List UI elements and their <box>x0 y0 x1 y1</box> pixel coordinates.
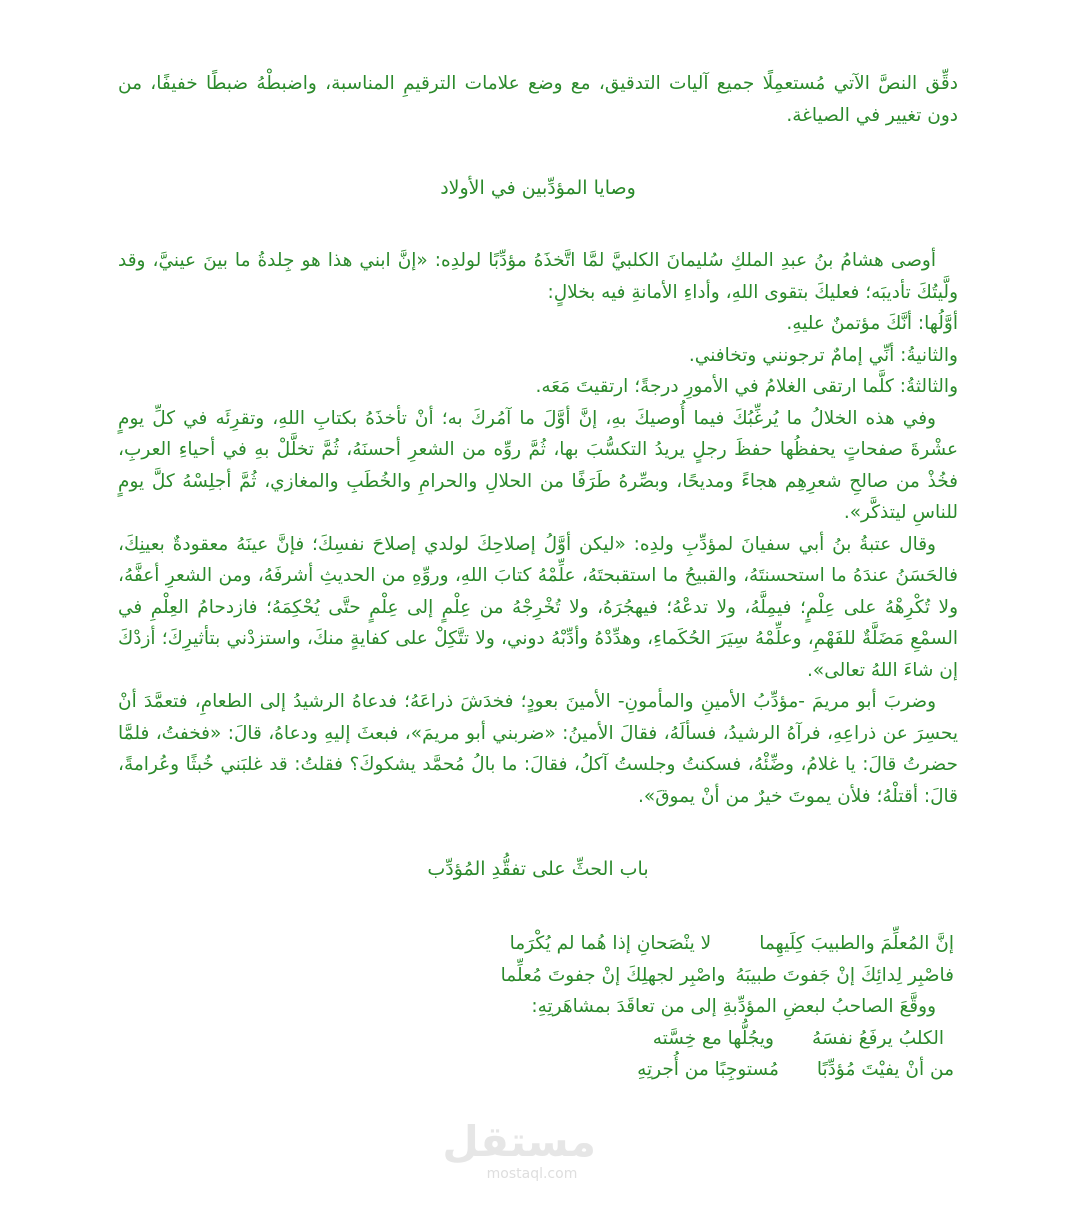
verse-4-second-hemistich: مُستوجِبًا من أُجرتِهِ <box>637 1059 779 1080</box>
paragraph-abu-maryam: وضربَ أبو مريمَ -مؤدِّبُ الأمينِ والمأمونِ- الأمينَ بعودٍ؛ فخدَشَ ذراعَهُ؛ فدعاهُ الرشيدُ إلى الطعامِ، فتعمَّدَ أنْ يحسِرَ عن ذراعِهِ، فرآهُ الرشيدُ، فسألَهُ، فقالَ الأمينُ: «ضربني أبو مريمَ»، فبعثَ إليهِ ودعاهُ، قالَ: «فخفتُ، فلمَّا حضرتُ قالَ: يا غلامُ، وضِّئْهُ، فسكنتُ وجلستُ آكلُ، فقالَ: ما بالُ مُحمَّد يشكوكَ؟ فقلتُ: قد غلبَني خُبثًا وعُرامةً، قالَ: أقتلْهُ؛ فلأن يموتَ خيرٌ من أنْ يموقَ». <box>118 691 958 807</box>
verse-1-second-hemistich: لا ينْصَحانِ إذا هُما لم يُكْرَما <box>509 933 712 954</box>
verse-2-second-hemistich: واصْبِر لجهلِكَ إنْ جفوتَ مُعلِّما <box>500 964 726 986</box>
poem-verse-1 <box>118 928 958 960</box>
list-item-third: والثالثةُ: كلَّما ارتقى الغلامُ في الأمورِ درجةً؛ ارتقيتَ مَعَه. <box>535 376 958 397</box>
document-page <box>118 68 958 1086</box>
watermark-url: mostaql.com <box>486 1166 578 1182</box>
instruction-text: دقِّق النصَّ الآتي مُستعمِلًا جميع آليات التدقيق، مع وضع علامات الترقيمِ المناسبة، واضبطْهُ ضبطًا خفيفًا، من دون تغيير في الصياغة. <box>118 73 958 126</box>
verse-3-second-hemistich: ويجُلُّها مع خِسَّته <box>652 1027 774 1049</box>
poem-verse-4 <box>118 1054 958 1086</box>
section-title-encouragement: باب الحثِّ على تفقُّدِ المُؤدِّب <box>427 858 649 880</box>
poem-verse-3 <box>118 1023 958 1055</box>
prose-sahib: ووقَّعَ الصاحبُ لبعضِ المؤدِّبةِ إلى من تعاقَدَ بمشاهَرتِهِ: <box>531 996 936 1017</box>
list-item-second: والثانيةُ: أنِّي إمامٌ ترجونني وتخافني. <box>688 344 958 366</box>
verse-4-first-hemistich: من أنْ يفيْتَ مُؤدِّبًا <box>816 1059 954 1080</box>
paragraph-utba: وقال عتبةُ بنُ أبي سفيانَ لمؤدِّبِ ولدِه: «ليكن أوَّلُ إصلاحِكَ لولدي إصلاحَ نفسِكَ؛ فإنَّ عينَهُ معقودةٌ بعينِكَ، فالحَسَنُ عندَهُ ما استحسنتَهُ، والقبيحُ ما استقبحتَهُ، علِّمْهُ كتابَ اللهِ، وروِّهِ من الحديثِ أشرفَهُ، ومن الشعرِ أعفَّهُ، ولا تُكْرِهْهُ على عِلْمٍ؛ فيمِلَّهُ، ولا تدعْهُ؛ فيهجُرَهُ، ولا تُخْرِجْهُ من عِلْمٍ إلى عِلْمٍ حتَّى يُحْكِمَهُ؛ فازدحامُ العِلْمِ في السمْعِ مَضَلَّةٌ للفَهْمِ، وعلِّمْهُ سِيَرَ الحُكَماءِ، وهدِّدْهُ وأدِّبْهُ دوني، ولا تتَّكِلْ على كفايةٍ منكَ، واستزدْني بتأثيرِكَ؛ أزدْكَ إن شاءَ اللهُ تعالى». <box>118 533 958 681</box>
verse-3-first-hemistich: الكلبُ يرفَعُ نفسَهُ <box>811 1027 944 1049</box>
watermark-logo: مستقل <box>442 1117 596 1166</box>
verse-2-first-hemistich: فاصْبِر لِدائِكَ إنْ جَفوتَ طبيبَهُ <box>735 964 954 986</box>
paragraph-virtues: وفي هذه الخلالُ ما يُرغِّبُكَ فيما أُوصيكَ بهِ، إنَّ أوَّلَ ما آمُركَ به؛ أنْ تأخذَهُ بكتابِ اللهِ، وتقرِئَه في كلِّ يومٍ عشْرةَ صفحاتٍ يحفظُها حفظَ رجلٍ يريدُ التكسُّبَ بها، ثُمَّ روِّه من الشعرِ أحسنَهُ، ثُمَّ تخلَّلْ بهِ في أحياءِ العربِ، فخُذْ من صالحِ شعرِهِم هجاءً ومديحًا، وبصِّرهُ طَرَفًا من الحلالِ والحرامِ والخُطَبِ والمغازي، ثُمَّ أجلِسْهُ كلَّ يومٍ للناسِ ليتذكَّر». <box>118 407 958 523</box>
verse-1-first-hemistich: إنَّ المُعلِّمَ والطبيبَ كِلَيهِما <box>759 933 954 954</box>
section-title-guidance: وصايا المؤدِّبين في الأولاد <box>440 177 636 199</box>
mostaql-watermark <box>442 1117 596 1190</box>
poem-verse-2 <box>118 960 958 992</box>
list-item-first: أوَّلُها: أنَّكَ مؤتمنٌ عليهِ. <box>786 313 958 334</box>
paragraph-hisham: أوصى هشامُ بنُ عبدِ الملكِ سُليمانَ الكلبيَّ لمَّا اتَّخذَهُ مؤدِّبًا لولدِه: «إنَّ ابني هذا هو جِلدةُ ما بينَ عينيَّ، وقد ولَّيتُكَ تأديبَه؛ فعليكَ بتقوى اللهِ، وأداءِ الأمانةِ فيه بخلالٍ: <box>118 250 958 303</box>
